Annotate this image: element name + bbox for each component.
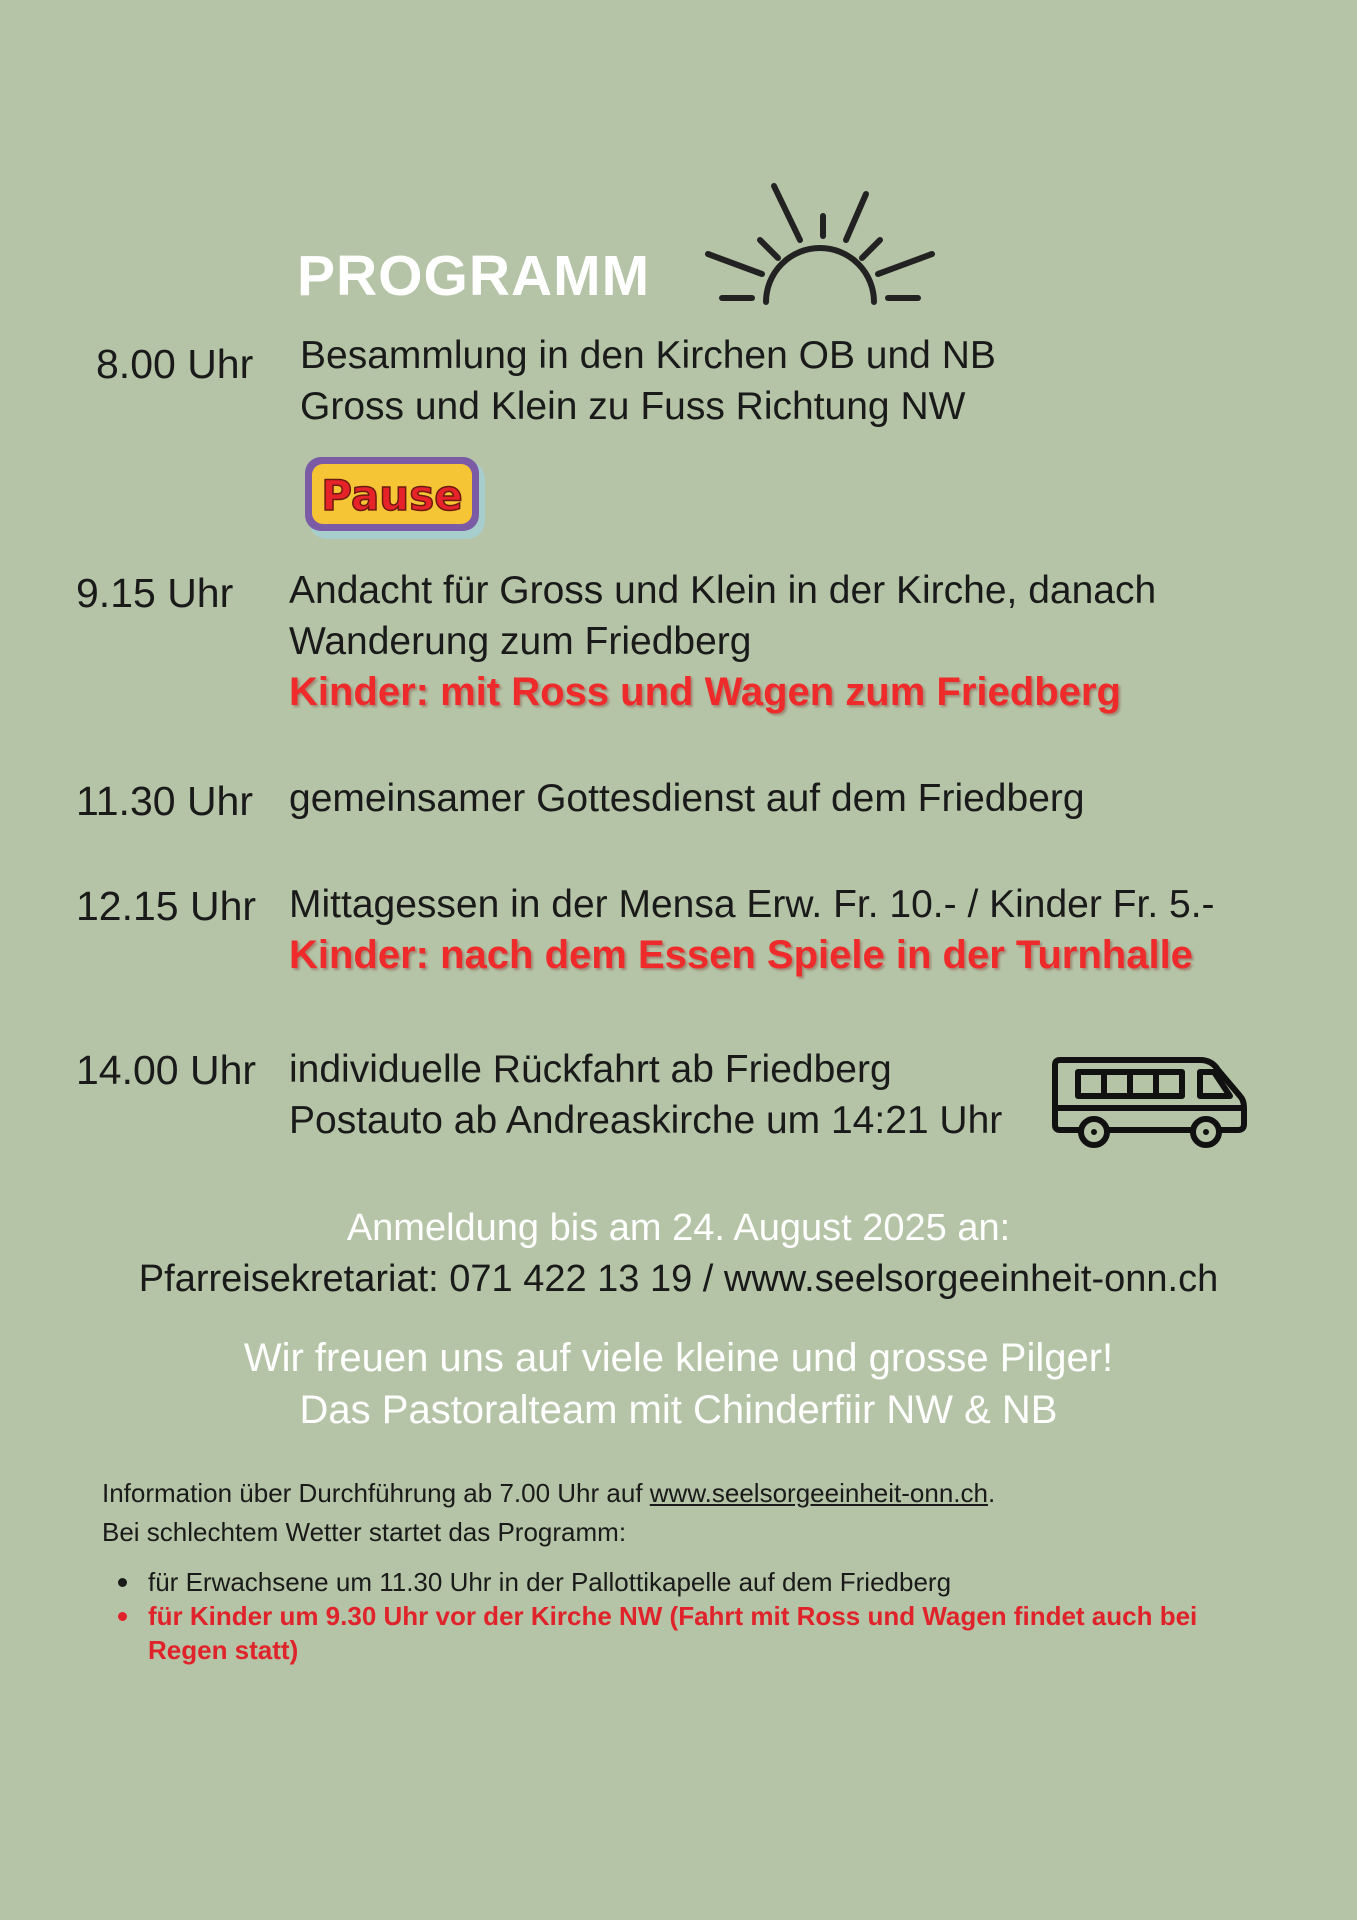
page-title: PROGRAMM	[297, 244, 651, 308]
schedule-line: individuelle Rückfahrt ab Friedberg	[289, 1048, 892, 1091]
schedule-item-1400	[289, 1044, 1002, 1146]
schedule-line: Gross und Klein zu Fuss Richtung NW	[300, 385, 966, 428]
schedule-item-1215	[289, 879, 1215, 981]
schedule-line: Andacht für Gross und Klein in der Kirche, danach	[289, 569, 1157, 612]
schedule-line: Mittagessen in der Mensa Erw. Fr. 10.- / Kinder Fr. 5.-	[289, 883, 1215, 926]
time-0800: 8.00 Uhr	[96, 341, 254, 387]
schedule-item-0915	[289, 565, 1156, 718]
time-1130: 11.30 Uhr	[76, 778, 254, 824]
pause-badge	[303, 455, 488, 541]
registration-deadline: Anmeldung bis am 24. August 2025 an:	[346, 1207, 1011, 1249]
list-item: für Erwachsene um 11.30 Uhr in der Pallottikapelle auf dem Friedberg	[102, 1565, 1282, 1599]
time-0915: 9.15 Uhr	[76, 570, 234, 616]
schedule-line: gemeinsamer Gottesdienst auf dem Friedberg	[289, 777, 1085, 820]
schedule-line: Wanderung zum Friedberg	[289, 620, 752, 663]
registration-contact: Pfarreisekretariat: 071 422 13 19 / www.seelsorgeeinheit-onn.ch	[138, 1258, 1219, 1300]
time-1215: 12.15 Uhr	[76, 883, 257, 929]
info-text: Information über Durchführung ab 7.00 Uhr auf	[102, 1478, 650, 1508]
website-link[interactable]: www.seelsorgeeinheit-onn.ch	[649, 1478, 988, 1508]
kids-highlight: Kinder: mit Ross und Wagen zum Friedberg	[289, 670, 1121, 714]
list-item: für Kinder um 9.30 Uhr vor der Kirche NW (Fahrt mit Ross und Wagen findet auch bei Regen statt)	[102, 1599, 1282, 1667]
kids-highlight: Kinder: nach dem Essen Spiele in der Turnhalle	[289, 933, 1193, 977]
team-signature: Das Pastoralteam mit Chinderfiir NW & NB	[299, 1388, 1058, 1432]
sun-icon	[700, 178, 940, 306]
pause-label: Pause	[321, 471, 463, 520]
bad-weather-note: Bei schlechtem Wetter startet das Programm:	[102, 1517, 627, 1547]
schedule-line: Besammlung in den Kirchen OB und NB	[300, 334, 996, 377]
time-1400: 14.00 Uhr	[76, 1047, 257, 1093]
info-line	[102, 1474, 995, 1512]
schedule-line: Postauto ab Andreaskirche um 14:21 Uhr	[289, 1099, 1003, 1142]
info-text: .	[987, 1478, 996, 1508]
bad-weather-list	[102, 1565, 1282, 1667]
schedule-item-1130	[289, 773, 1085, 824]
bus-icon	[1050, 1050, 1250, 1150]
greeting-line: Wir freuen uns auf viele kleine und grosse Pilger!	[243, 1336, 1114, 1380]
schedule-item-0800	[300, 330, 996, 432]
